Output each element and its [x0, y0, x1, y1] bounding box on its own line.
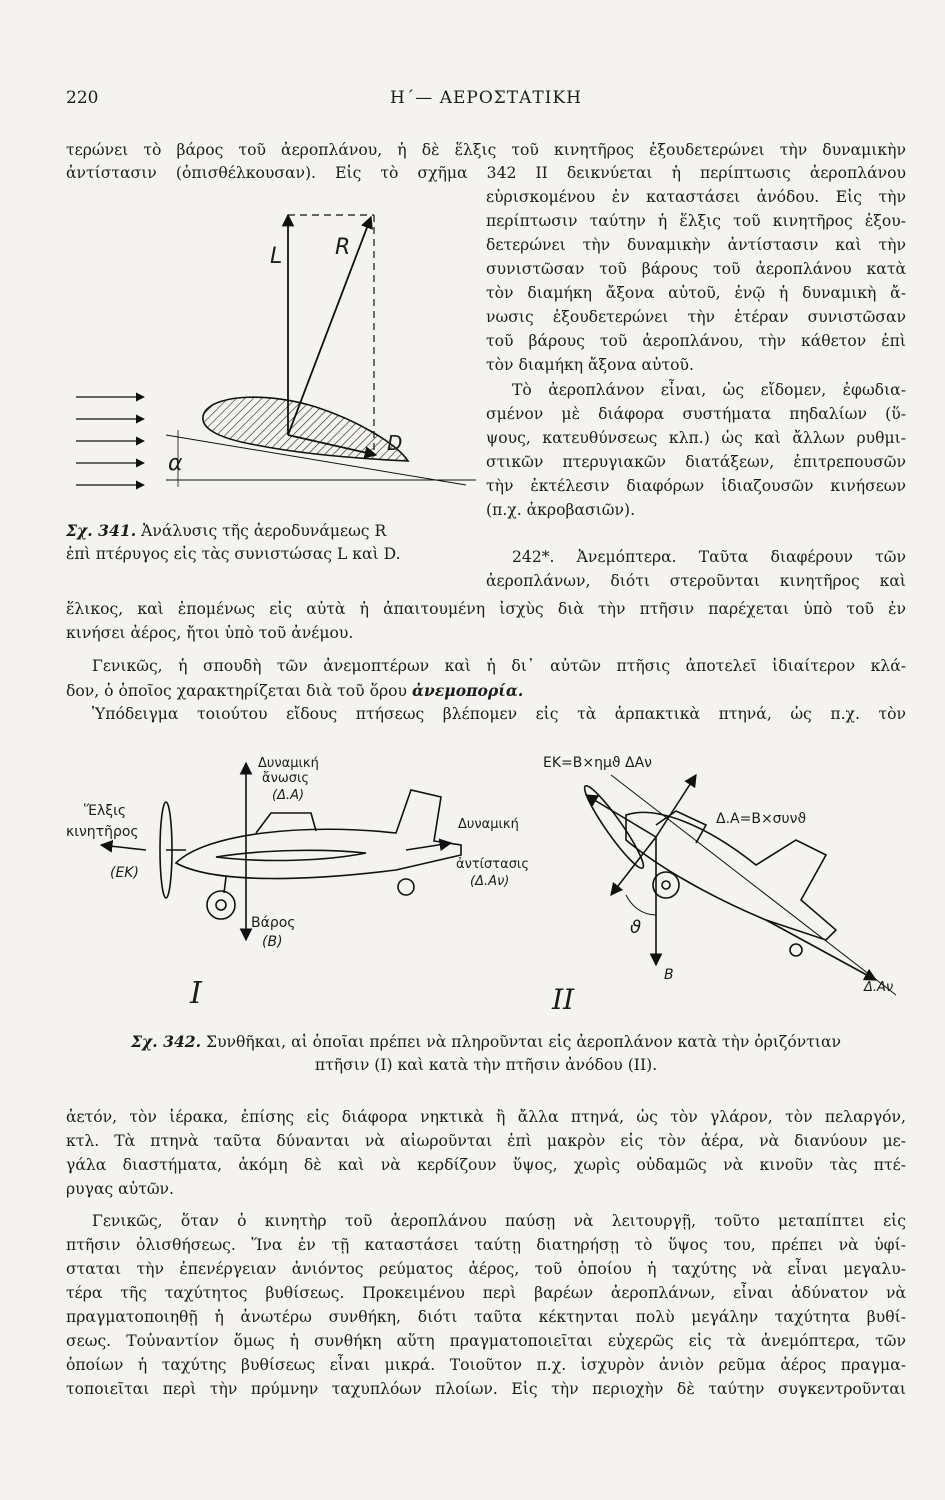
running-title: Η΄— ΑΕΡΟΣΤΑΤΙΚΗ	[389, 88, 582, 108]
fig342-theta: ϑ	[630, 917, 642, 938]
body2-para-line: σεως. Τοὐναντίον ὅμως ἡ συνθήκη αὕτη πραγματοποιεῖται εὐχερῶς εἰς τὰ ἀνεμόπτερα, τῶν	[66, 1332, 906, 1350]
right-col-line: εὑρισκομένου ἐν καταστάσει ἀνόδου. Εἰς τὴν	[486, 188, 906, 206]
body2-para-line: τέρα τῆς ταχύτητος βυθίσεως. Προκειμένου περὶ βαρέων ἀεροπλάνων, εἶναι ἀδύνατον νὰ	[66, 1284, 906, 1302]
right-col-line: περίπτωσιν ταύτην ἡ ἕλξις τοῦ κινητῆρος ἐξου-	[486, 212, 906, 230]
right-col-para2-line: Τὸ ἀεροπλάνον εἶναι, ὡς εἴδομεν, ἐφωδια-	[512, 381, 906, 399]
body1-para2-line1: Γενικῶς, ἡ σπουδὴ τῶν ἀνεμοπτέρων καὶ ἡ δι᾽ αὐτῶν πτῆσις ἀποτελεῖ ἰδιαίτερον κλά-	[92, 657, 906, 675]
caption-341-line1: Ἀνάλυσις τῆς ἀεροδυνάμεως R	[141, 522, 387, 540]
body2-line: γάλα διαστήματα, ἀκόμη δὲ καὶ νὰ κερδίζουν ὕψος, χωρὶς οὐδαμῶς νὰ κινοῦν τὰς πτέ-	[66, 1156, 906, 1174]
right-col-line: τὸν διαμήκη ἄξονα αὐτοῦ.	[486, 356, 694, 374]
body2-line: ἀετόν, τὸν ἱέρακα, ἐπίσης εἰς διάφορα νηκτικὰ ἢ ἄλλα πτηνά, ὡς τὸν γλάρον, τὸν πελαργόν,	[66, 1108, 906, 1126]
fig342-formula-da: Δ.Α=Β×συνϑ	[716, 811, 807, 827]
caption-342-line1: Συνθῆκαι, αἱ ὁποῖαι πρέπει νὰ πληροῦνται εἰς ἀεροπλάνον κατὰ τὴν ὁριζόντιαν	[206, 1033, 842, 1051]
figure-341-caption	[66, 519, 476, 566]
fig342-lift-label2: ἄνωσις	[262, 771, 309, 786]
section-242-heading: 242*. Ἀνεμόπτερα. Ταῦτα διαφέρουν τῶν	[512, 548, 906, 566]
label-R: R	[335, 235, 351, 260]
body1-line-1: ἕλικος, καὶ ἑπομένως εἰς αὐτὰ ἡ ἀπαιτουμένη ἰσχὺς διὰ τὴν πτῆσιν παρέχεται ὑπὸ τοῦ ἐν	[66, 600, 906, 618]
right-col-para2-line: τὴν ἐκτέλεσιν διαφόρων ἰδιαζουσῶν κινήσεων	[486, 477, 906, 495]
fig342-lift-label: Δυναμική	[258, 756, 319, 771]
caption-341-prefix: Σχ. 341.	[66, 521, 137, 540]
fig342-weight-label: Βάρος	[251, 915, 296, 931]
right-col-para2-line: σμένον μὲ διάφορα συστήματα πηδαλίων (ὕ-	[486, 405, 906, 423]
right-col-line: συνιστῶσαν τοῦ βάρους τοῦ ἀεροπλάνου κατὰ	[486, 260, 906, 278]
label-D: D	[387, 431, 403, 455]
airfoil-shape	[203, 397, 408, 461]
body2-line: ρυγας αὐτῶν.	[66, 1180, 174, 1198]
page-number: 220	[66, 88, 99, 108]
right-col-line: δετερώνει τὴν δυναμικὴν ἀντίστασιν καὶ τὴν	[486, 236, 906, 254]
fig342-roman-II: ΙΙ	[552, 983, 575, 1016]
right-col-line: τὸν διαμήκη ἄξονα αὐτοῦ, ἐνῷ ἡ δυναμικὴ ἄ-	[486, 284, 906, 302]
fig342-drag-label: Δυναμική	[458, 817, 519, 832]
body1-para3-line1: Ὑπόδειγμα τοιούτου εἴδους πτήσεως βλέπομεν εἰς τὰ ἁρπακτικὰ πτηνά, ὡς π.χ. τὸν	[92, 705, 906, 723]
body2-para-line: Γενικῶς, ὅταν ὁ κινητὴρ τοῦ ἀεροπλάνου παύσῃ νὰ λειτουργῇ, τοῦτο μεταπίπτει εἰς	[92, 1212, 906, 1230]
right-col-para2-line: ψους, κατευθύνσεως κλπ.) ὡς καὶ ἄλλων ρυθμι-	[486, 429, 906, 447]
body2-line: κτλ. Τὰ πτηνὰ ταῦτα δύνανται νὰ αἰωροῦνται ἐπὶ μακρὸν εἰς τὸν ἀέρα, νὰ διανύουν με-	[66, 1132, 906, 1150]
right-col-para2-line: στικῶν πτερυγιακῶν διατάξεων, ἐπιτρεπουσῶν	[486, 453, 906, 471]
body2-para-line: σταται τὴν ἐπενέργειαν ἀνιόντος ρεύματος ἀέρος, τοῦ ὁποίου ἡ ταχύτης νὰ εἶναι μεγαλυ-	[66, 1260, 906, 1278]
fig342-formula-ek: ΕΚ=Β×ημϑ ΔΑν	[543, 755, 652, 771]
right-col-line: τοῦ βάρους τοῦ ἀεροπλάνου, τὴν κάθετον ἐπὶ	[486, 332, 906, 350]
right-col-line: νωσις ἐξουδετερώνει τὴν ἑτέραν συνιστῶσαν	[486, 308, 906, 326]
caption-342-line2: πτῆσιν (Ι) καὶ κατὰ τὴν πτῆσιν ἀνόδου (ΙΙ).	[314, 1056, 658, 1074]
figure-342-caption	[66, 1030, 906, 1077]
fig342-drag-label2: ἀντίστασις	[456, 857, 529, 872]
airplane-horizontal	[160, 790, 461, 919]
fig342-weight-abbr: (Β)	[262, 934, 283, 950]
body2-para-line: πτῆσιν ὀλισθήσεως. Ἵνα ἐν τῇ καταστάσει ταύτῃ διατηρήσῃ τὸ ὕψος του, πρέπει νὰ ὑφί-	[66, 1236, 906, 1254]
body1-para2-text: δον, ὁ ὁποῖος χαρακτηρίζεται διὰ τοῦ ὅρου	[66, 682, 408, 700]
fig342-lift-abbr: (Δ.Α)	[272, 788, 305, 803]
fig342-thrust-label: Ἕλξις	[84, 803, 127, 819]
caption-341-line2: ἐπὶ πτέρυγος εἰς τὰς συνιστώσας L καὶ D.	[66, 545, 401, 563]
fig342-roman-I: Ι	[190, 976, 202, 1011]
page-header	[66, 88, 906, 116]
figure-341-airfoil	[66, 195, 486, 515]
fig342-thrust-abbr: (ΕΚ)	[110, 865, 139, 881]
section-242-line: ἀεροπλάνων, διότι στεροῦνται κινητῆρος καὶ	[486, 572, 906, 590]
term-anemoporia: ἀνεμοπορία.	[412, 681, 524, 700]
label-alpha: α	[168, 451, 183, 476]
fig342-drag-abbr: (Δ.Αν)	[470, 874, 510, 889]
intro-line-2: ἀντίστασιν (ὀπισθέλκουσαν). Εἰς τὸ σχῆμα 342 ΙΙ δεικνύεται ἡ περίπτωσις ἀεροπλάνου	[66, 164, 906, 182]
fig342-drag-DAn: Δ.Αν	[864, 980, 894, 995]
right-col-para2-line: (π.χ. ἀκροβασιῶν).	[486, 501, 636, 519]
body1-line-2: κινήσει ἀέρος, ἤτοι ὑπὸ τοῦ ἀνέμου.	[66, 624, 354, 642]
body1-para2-line2	[66, 679, 906, 704]
airflow-arrows	[76, 397, 144, 485]
body2-para-line: πραγματοποιηθῇ ἡ ἀνωτέρω συνθήκη, διότι ταῦτα κέκτηνται πολὺ μεγάλην ταχύτητα βυθί-	[66, 1308, 906, 1326]
intro-line-1: τερώνει τὸ βάρος τοῦ ἀεροπλάνου, ἡ δὲ ἕλξις τοῦ κινητῆρος ἐξουδετερώνει τὴν δυναμικὴν	[66, 141, 906, 159]
fig342-thrust-label2: κινητῆρος	[66, 824, 139, 840]
airplane-climbing	[579, 781, 836, 956]
body2-para-line: τοποιεῖται περὶ τὴν πρύμνην ταχυπλόων πλοίων. Εἰς τὴν περιοχὴν δὲ ταύτην συγκεντροῦνται	[66, 1380, 906, 1398]
label-L: L	[270, 244, 283, 269]
body2-para-line: ὁποίων ἡ ταχύτης βυθίσεως εἶναι μικρά. Τοιοῦτον π.χ. ἰσχυρὸν ἀνιὸν ρεῦμα ἀέρος πραγμα-	[66, 1356, 906, 1374]
fig342-weight-B: Β	[664, 967, 674, 983]
caption-342-prefix: Σχ. 342.	[130, 1032, 202, 1051]
